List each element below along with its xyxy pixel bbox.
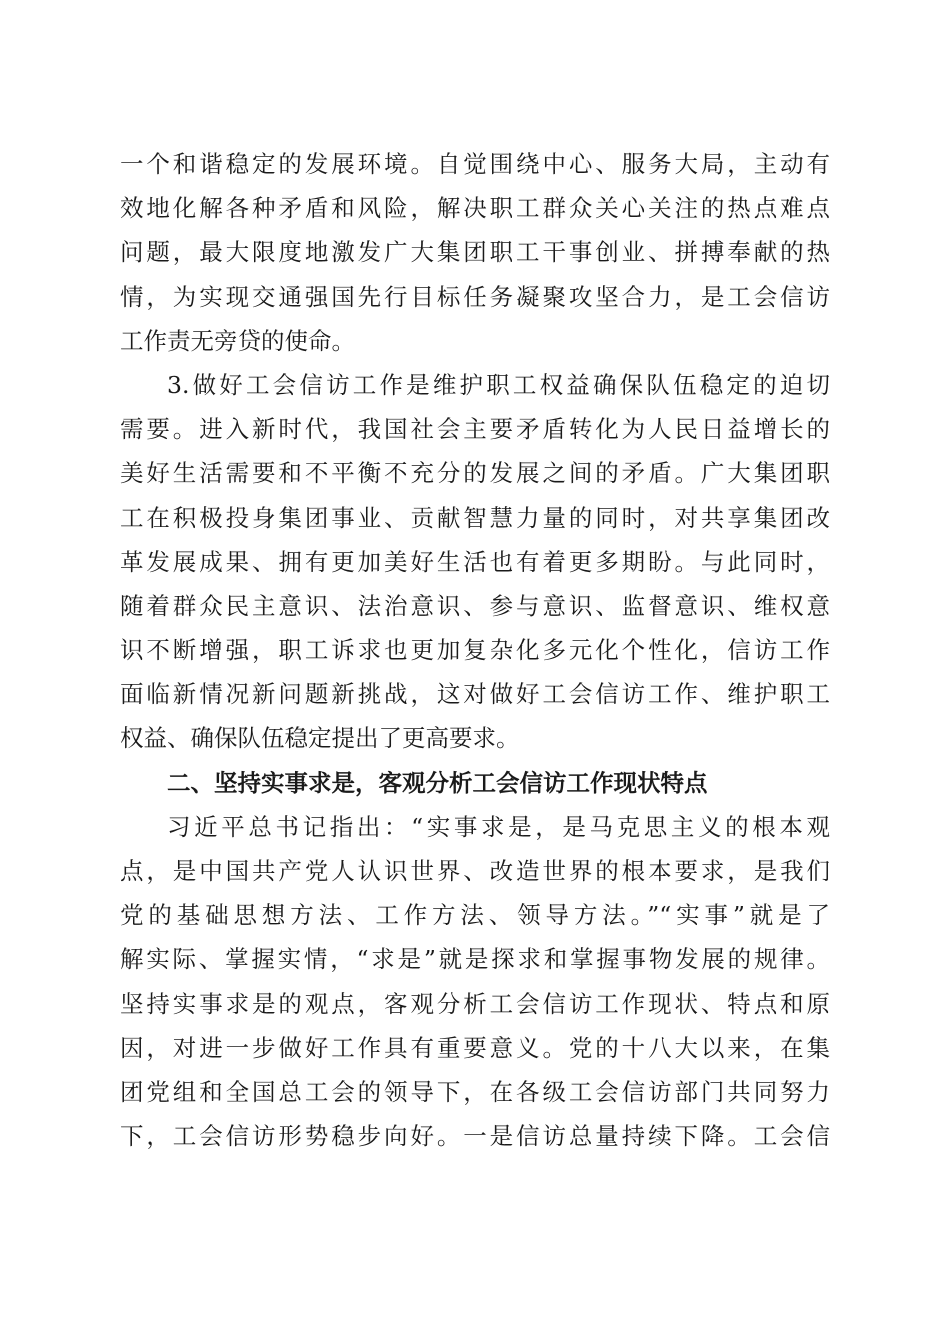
text-line: 随着群众民主意识、法治意识、参与意识、监督意识、维权意 — [120, 591, 830, 620]
text-line: 团党组和全国总工会的领导下，在各级工会信访部门共同努力 — [120, 1077, 830, 1106]
text-line: 面临新情况新问题新挑战，这对做好工会信访工作、维护职工 — [120, 680, 830, 709]
text-line: 一个和谐稳定的发展环境。自觉围绕中心、服务大局，主动有 — [120, 150, 830, 178]
text-line: 需要。进入新时代，我国社会主要矛盾转化为人民日益增长的 — [120, 415, 830, 444]
text-line: 点，是中国共产党人认识世界、改造世界的根本要求，是我们 — [120, 857, 830, 885]
text-line: 党的基础思想方法、工作方法、领导方法。”“实事”就是了 — [120, 901, 830, 930]
text-line: 工在积极投身集团事业、贡献智慧力量的同时，对共享集团改 — [120, 503, 830, 532]
paragraph-start: 习近平总书记指出：“实事求是，是马克思主义的根本观 — [167, 812, 830, 841]
text-line: 效地化解各种矛盾和风险，解决职工群众关心关注的热点难点 — [120, 194, 830, 223]
text-line: 工作责无旁贷的使命。 — [120, 326, 355, 355]
text-line: 因，对进一步做好工作具有重要意义。党的十八大以来，在集 — [120, 1033, 830, 1062]
document-body — [120, 142, 830, 1158]
section-heading: 二、坚持实事求是，客观分析工会信访工作现状特点 — [167, 768, 708, 797]
text-line: 识不断增强，职工诉求也更加复杂化多元化个性化，信访工作 — [120, 636, 830, 665]
text-line: 坚持实事求是的观点，客观分析工会信访工作现状、特点和原 — [120, 989, 830, 1018]
text-line: 情，为实现交通强国先行目标任务凝聚攻坚合力，是工会信访 — [120, 282, 830, 311]
numbered-paragraph-start: 3.做好工会信访工作是维护职工权益确保队伍稳定的迫切 — [167, 370, 830, 399]
text-line: 下，工会信访形势稳步向好。一是信访总量持续下降。工会信 — [120, 1122, 830, 1151]
text-line: 问题，最大限度地激发广大集团职工干事创业、拼搏奉献的热 — [120, 238, 830, 267]
text-line: 革发展成果、拥有更加美好生活也有着更多期盼。与此同时， — [120, 547, 830, 576]
text-line: 美好生活需要和不平衡不充分的发展之间的矛盾。广大集团职 — [120, 459, 830, 488]
text-line: 权益、确保队伍稳定提出了更高要求。 — [120, 724, 520, 753]
text-line: 解实际、掌握实情，“求是”就是探求和掌握事物发展的规律。 — [120, 945, 830, 974]
